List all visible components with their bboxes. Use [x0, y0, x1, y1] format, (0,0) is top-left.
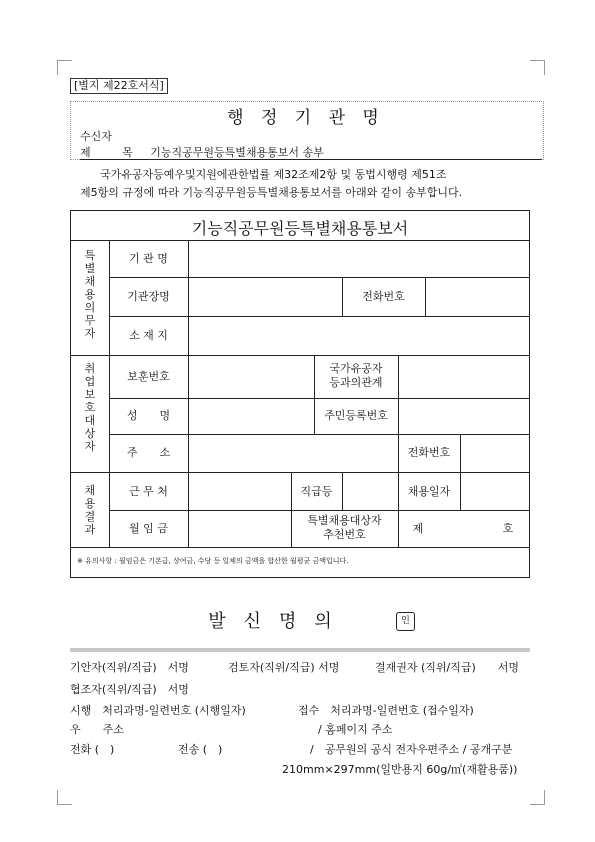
label-relation: 국가유공자 등과의관계	[329, 362, 383, 389]
form-line	[70, 240, 530, 241]
label-name: 성 명	[126, 409, 171, 422]
form-line	[70, 547, 530, 548]
drafter: 기안자(직위/직급) 서명	[70, 661, 189, 674]
footer-divider	[70, 648, 530, 652]
section-target: 취업보호대상자	[84, 362, 96, 453]
form-line	[398, 472, 399, 547]
email-disclosure: / 공무원의 공식 전자우편주소 / 공개구분	[310, 743, 513, 756]
form-line	[70, 472, 530, 473]
form-line	[109, 240, 110, 547]
form-line	[460, 434, 461, 472]
form-number-tag: [별지 제22호서식]	[70, 78, 168, 94]
label-agency-name: 기 관 명	[129, 252, 168, 265]
fax: 전송 ( )	[178, 743, 223, 756]
section-result: 채용결과	[84, 484, 96, 536]
crop-mark-top-left	[57, 60, 72, 75]
form-line	[109, 398, 530, 399]
body-line-2: 제5항의 규정에 따라 기능직공무원등특별채용통보서를 아래와 같이 송부합니다.	[80, 186, 463, 199]
label-address: 주 소	[126, 446, 171, 459]
label-workplace: 근 무 처	[129, 485, 168, 498]
subject-label: 제 목	[80, 146, 147, 159]
label-bohun-number: 보훈번호	[127, 370, 170, 383]
body-line-1: 국가유공자등예우및지원에관한법률 제32조제2항 및 동법시행령 제51조	[100, 168, 447, 181]
crop-mark-bottom-right	[530, 790, 545, 805]
form-line	[109, 316, 530, 317]
form-line	[425, 277, 426, 316]
postal-address: 우 주소	[70, 723, 124, 736]
label-rrn: 주민등록번호	[324, 409, 388, 422]
label-salary: 월 임 금	[129, 522, 168, 535]
form-line	[109, 510, 530, 511]
label-target-phone: 전화번호	[407, 446, 451, 459]
receipt-number: 접수 처리과명-일련번호 (접수일자)	[298, 704, 474, 717]
label-location: 소 재 지	[129, 329, 168, 342]
crop-mark-top-right	[530, 60, 545, 75]
homepage: / 홈페이지 주소	[318, 723, 393, 736]
form-line	[109, 277, 530, 278]
issuer-name: 발 신 명 의	[208, 611, 332, 632]
form-line	[70, 355, 530, 356]
agency-name: 행 정 기 관 명	[227, 108, 385, 128]
reviewer: 검토자(직위/직급) 서명	[228, 661, 340, 674]
form-line	[398, 355, 399, 434]
label-grade: 직급등	[300, 485, 333, 498]
execution-number: 시행 처리과명-일련번호 (시행일자)	[70, 704, 246, 717]
label-agency-head: 기관장명	[127, 290, 170, 303]
form-line	[460, 472, 461, 510]
label-hire-date: 채용일자	[407, 485, 451, 498]
phone: 전화 ( )	[70, 743, 115, 756]
form-note: ※ 유의사항 : 월임금은 기본급, 상여금, 수당 등 일체의 금액을 합산한 월평균 금액입니다.	[77, 557, 349, 565]
crop-mark-bottom-left	[57, 790, 72, 805]
subject-row	[80, 144, 324, 160]
recipient-label: 수신자	[80, 130, 112, 143]
header-rule	[80, 159, 542, 160]
form-title: 기능직공무원등특별채용통보서	[191, 219, 409, 238]
paper-spec: 210mm×297mm(일반용지 60g/㎡(재활용품))	[282, 763, 518, 776]
form-line	[109, 434, 530, 435]
number-suffix: 호	[502, 522, 514, 535]
label-employer-phone: 전화번호	[362, 290, 405, 303]
form-line	[188, 240, 189, 547]
subject-text: 기능직공무원등특별채용통보서 송부	[150, 146, 324, 159]
number-prefix: 제	[412, 522, 424, 535]
label-recommend-number: 특별채용대상자 추천번호	[307, 514, 382, 541]
seal-mark: 인	[396, 612, 415, 631]
collaborator: 협조자(직위/직급) 서명	[70, 683, 189, 696]
form-line	[342, 472, 343, 510]
approver: 결재권자 (직위/직급) 서명	[375, 661, 520, 674]
section-employer: 특별채용의무자	[84, 249, 96, 340]
